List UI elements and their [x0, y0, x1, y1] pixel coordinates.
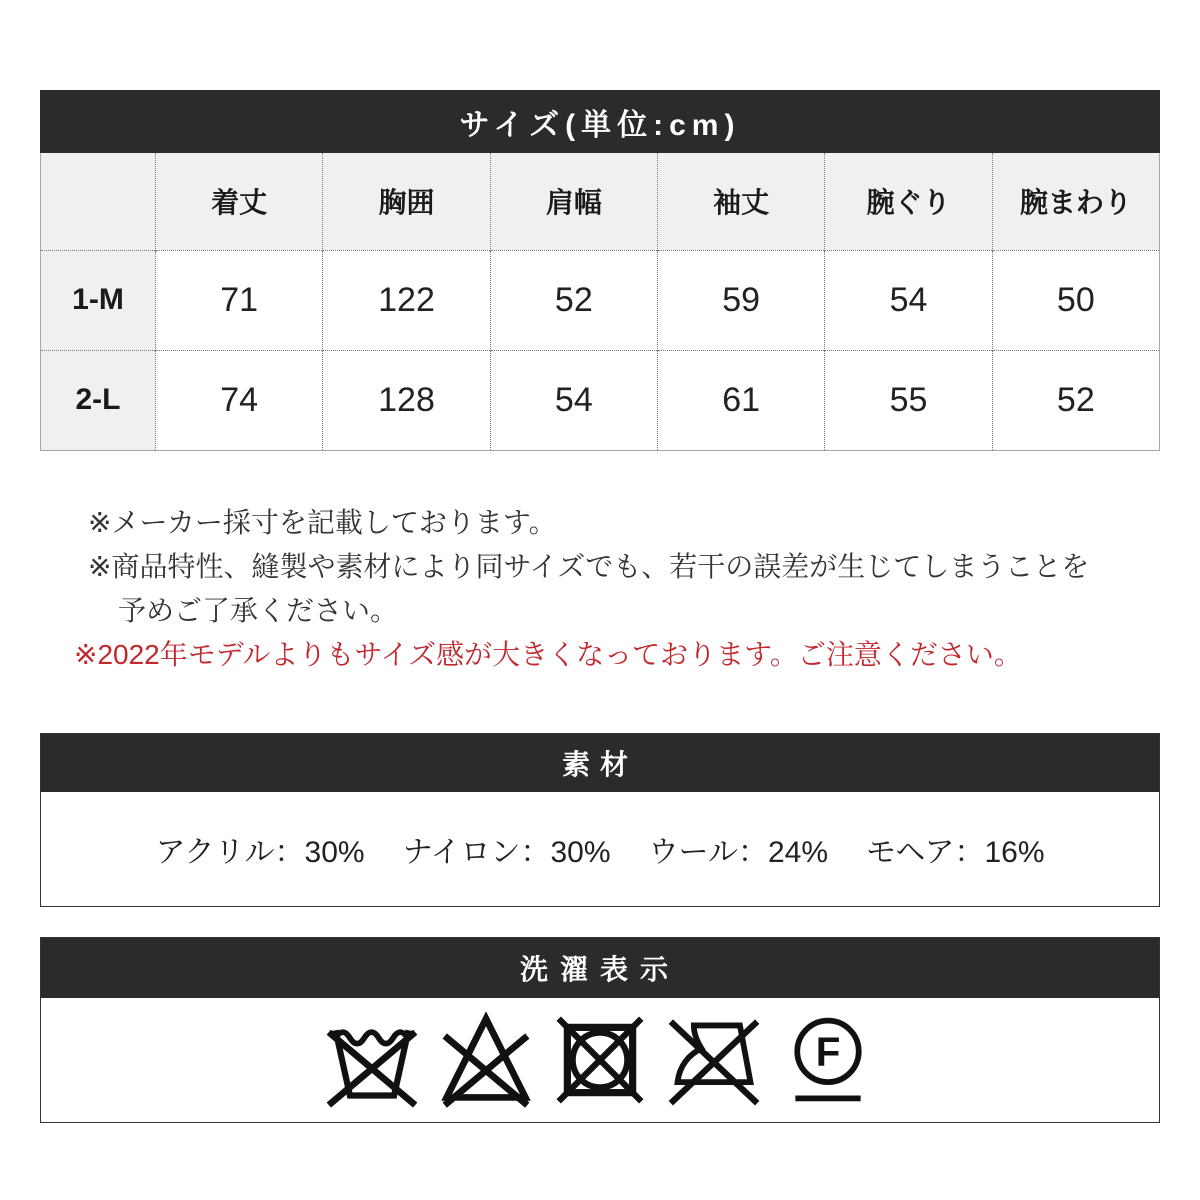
laundry-section [40, 937, 1160, 1123]
size-table-column-header: 着丈 [156, 153, 323, 250]
note-maker-measurement: ※メーカー採寸を記載しております。 [88, 506, 557, 538]
size-table-column-header: 肩幅 [490, 153, 657, 250]
size-section-title: サイズ(単位:cm) [459, 108, 741, 142]
size-cell: 52 [992, 350, 1159, 450]
material-item: ウール：24% [648, 835, 828, 869]
material-item: アクリル：30% [155, 835, 365, 869]
size-table [40, 153, 1160, 451]
laundry-symbols-row [41, 998, 1159, 1122]
do-not-tumble-dry-icon [552, 1012, 648, 1108]
do-not-iron-icon [666, 1012, 762, 1108]
size-row-label: 2-L [41, 350, 156, 450]
size-table-header-row [41, 153, 1160, 250]
size-table-corner-cell [41, 153, 156, 250]
size-cell: 52 [490, 250, 657, 350]
do-not-bleach-icon [438, 1012, 534, 1108]
size-cell: 71 [156, 250, 323, 350]
dry-clean-petroleum-mild-icon [780, 1012, 876, 1108]
note-size-warning: ※2022年モデルよりもサイズ感が大きくなっております。ご注意ください。 [74, 638, 1022, 670]
size-cell: 128 [323, 350, 490, 450]
material-title-bar [41, 734, 1159, 792]
material-item: モヘア：16% [866, 835, 1045, 869]
size-cell: 55 [825, 350, 992, 450]
size-table-column-header: 袖丈 [657, 153, 824, 250]
do-not-wash-icon [324, 1012, 420, 1108]
table-row [41, 350, 1160, 450]
note-tolerance-line2: 予めご了承ください。 [118, 594, 399, 626]
size-table-column-header: 腕ぐり [825, 153, 992, 250]
table-row [41, 250, 1160, 350]
dry-clean-letter: F [815, 1028, 841, 1075]
laundry-title: 洗濯表示 [519, 953, 680, 985]
material-item: ナイロン：30% [402, 835, 611, 869]
size-table-column-header: 胸囲 [323, 153, 490, 250]
notes-block [40, 451, 1160, 677]
size-section-title-bar [40, 90, 1160, 153]
size-cell: 61 [657, 350, 824, 450]
material-section [40, 733, 1160, 907]
material-composition [41, 792, 1159, 906]
material-title: 素材 [561, 748, 638, 780]
size-cell: 54 [490, 350, 657, 450]
size-cell: 74 [156, 350, 323, 450]
size-table-column-header: 腕まわり [992, 153, 1159, 250]
size-row-label: 1-M [41, 250, 156, 350]
size-cell: 50 [992, 250, 1159, 350]
size-cell: 59 [657, 250, 824, 350]
size-cell: 54 [825, 250, 992, 350]
size-cell: 122 [323, 250, 490, 350]
note-tolerance-line1: ※商品特性、縫製や素材により同サイズでも、若干の誤差が生じてしまうことを [88, 550, 1090, 582]
laundry-title-bar [41, 938, 1159, 998]
